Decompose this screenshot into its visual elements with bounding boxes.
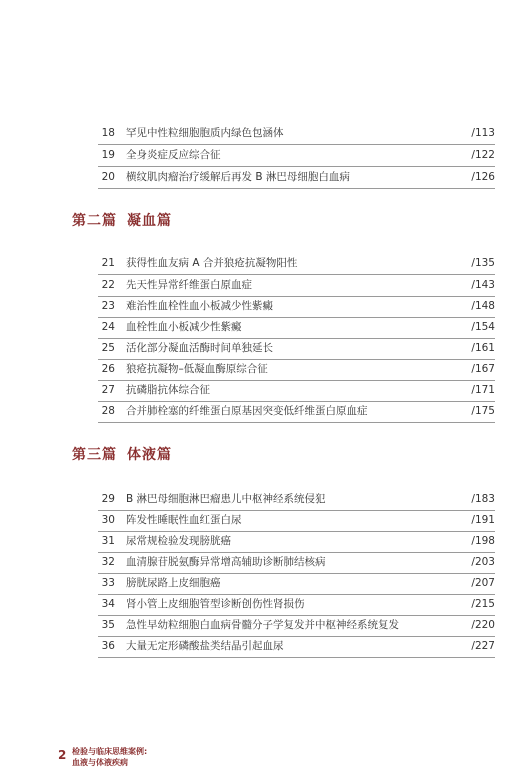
entry-number: 34 [101, 598, 115, 610]
entry-divider [98, 144, 495, 145]
toc-entry [0, 616, 525, 634]
book-title-line1: 检验与临床思维案例: [72, 747, 148, 756]
toc-entry [0, 339, 525, 357]
toc-entry [0, 168, 525, 186]
toc-entry [0, 637, 525, 655]
page-number: 2 [58, 748, 67, 762]
section-name: 凝血篇 [127, 213, 172, 229]
entry-title: 狼疮抗凝物–低凝血酶原综合征 [126, 363, 268, 375]
entry-title: 急性早幼粒细胞白血病骨髓分子学复发并中枢神经系统复发 [126, 619, 399, 631]
entry-page: /143 [471, 279, 495, 291]
entry-number: 24 [101, 321, 115, 333]
entry-number: 19 [101, 149, 115, 161]
entry-number: 32 [101, 556, 115, 568]
entry-page: /220 [471, 619, 495, 631]
section-label: 第三篇 [72, 447, 117, 463]
entry-number: 30 [101, 514, 115, 526]
entry-title: 血栓性血小板减少性紫癜 [126, 321, 242, 333]
entry-number: 33 [101, 577, 115, 589]
entry-title: 先天性异常纤维蛋白原血症 [126, 279, 252, 291]
toc-entry [0, 297, 525, 315]
book-title-line2: 血液与体液疾病 [72, 758, 128, 767]
toc-entry [0, 318, 525, 336]
entry-number: 29 [101, 493, 115, 505]
entry-divider [98, 166, 495, 167]
entry-page: /113 [471, 127, 495, 139]
entry-title: 难治性血栓性血小板减少性紫癜 [126, 300, 273, 312]
entry-page: /191 [471, 514, 495, 526]
entry-page: /161 [471, 342, 495, 354]
entry-page: /227 [471, 640, 495, 652]
entry-title: 阵发性睡眠性血红蛋白尿 [126, 514, 242, 526]
entry-number: 18 [101, 127, 115, 139]
entry-number: 26 [101, 363, 115, 375]
toc-entry [0, 532, 525, 550]
entry-title: 抗磷脂抗体综合征 [126, 384, 210, 396]
entry-divider [98, 274, 495, 275]
toc-entry [0, 276, 525, 294]
entry-number: 28 [101, 405, 115, 417]
entry-number: 35 [101, 619, 115, 631]
entry-page: /122 [471, 149, 495, 161]
entry-page: /154 [471, 321, 495, 333]
entry-divider [98, 657, 495, 658]
toc-entry [0, 574, 525, 592]
entry-title: 尿常规检验发现膀胱癌 [126, 535, 231, 547]
entry-number: 31 [101, 535, 115, 547]
entry-page: /175 [471, 405, 495, 417]
section-heading-coagulation [72, 210, 172, 230]
entry-divider [98, 188, 495, 189]
entry-page: /126 [471, 171, 495, 183]
entry-title: 全身炎症反应综合征 [126, 149, 221, 161]
entry-title: 横纹肌肉瘤治疗缓解后再发 B 淋巴母细胞白血病 [126, 171, 350, 183]
toc-entry [0, 124, 525, 142]
entry-divider [98, 422, 495, 423]
entry-title: 膀胱尿路上皮细胞癌 [126, 577, 221, 589]
entry-page: /171 [471, 384, 495, 396]
entry-page: /198 [471, 535, 495, 547]
entry-title: 罕见中性粒细胞胞质内绿色包涵体 [126, 127, 284, 139]
entry-number: 25 [101, 342, 115, 354]
toc-entry [0, 402, 525, 420]
section-heading-body-fluid [72, 444, 172, 464]
entry-number: 23 [101, 300, 115, 312]
entry-page: /167 [471, 363, 495, 375]
entry-page: /215 [471, 598, 495, 610]
entry-number: 20 [101, 171, 115, 183]
section-label: 第二篇 [72, 213, 117, 229]
toc-entry [0, 381, 525, 399]
toc-entry [0, 490, 525, 508]
entry-title: 血清腺苷脱氨酶异常增高辅助诊断肺结核病 [126, 556, 326, 568]
entry-page: /183 [471, 493, 495, 505]
toc-entry [0, 511, 525, 529]
entry-title: 获得性血友病 A 合并狼疮抗凝物阳性 [126, 257, 298, 269]
toc-entry [0, 360, 525, 378]
entry-title: 合并肺栓塞的纤维蛋白原基因突变低纤维蛋白原血症 [126, 405, 368, 417]
entry-page: /207 [471, 577, 495, 589]
entry-page: /203 [471, 556, 495, 568]
section-name: 体液篇 [127, 447, 172, 463]
toc-entry [0, 254, 525, 272]
toc-entry [0, 146, 525, 164]
entry-number: 27 [101, 384, 115, 396]
toc-entry [0, 553, 525, 571]
entry-number: 22 [101, 279, 115, 291]
entry-title: 大量无定形磷酸盐类结晶引起血尿 [126, 640, 284, 652]
entry-page: /148 [471, 300, 495, 312]
entry-title: B 淋巴母细胞淋巴瘤患儿中枢神经系统侵犯 [126, 493, 326, 505]
toc-entry [0, 595, 525, 613]
entry-page: /135 [471, 257, 495, 269]
entry-title: 肾小管上皮细胞管型诊断创伤性肾损伤 [126, 598, 305, 610]
entry-number: 36 [101, 640, 115, 652]
entry-number: 21 [101, 257, 115, 269]
entry-title: 活化部分凝血活酶时间单独延长 [126, 342, 273, 354]
